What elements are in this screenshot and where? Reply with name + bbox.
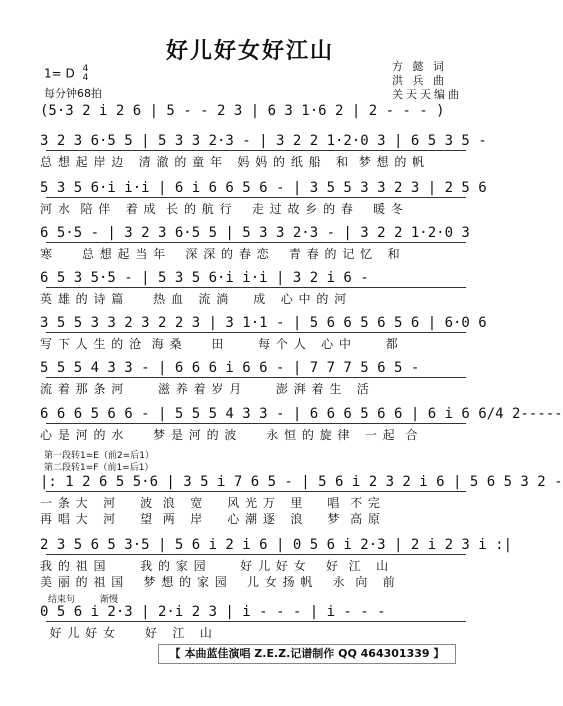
arranger-credit: 关天天编曲	[392, 88, 462, 101]
beat-underline	[46, 197, 466, 198]
lyric-line: 好 儿 好 女 好 江 山	[40, 626, 213, 640]
lyric-line: 写 下 人 生 的 沧 海 桑 田 每 个 人 心 中 都	[40, 337, 399, 351]
beat-underline	[46, 491, 466, 492]
lyric-line: 河 水 陪 伴 着 成 长 的 航 行 走 过 故 乡 的 春 暖 冬	[40, 202, 404, 216]
beat-underline	[46, 554, 466, 555]
lyric-line: 寒 总 想 起 当 年 深 深 的 春 恋 青 春 的 记 忆 和	[40, 247, 401, 261]
beat-underline	[46, 423, 466, 424]
modulation-note-1: 第一段转1=E（前2=后1）	[44, 451, 154, 461]
notation-line: (5·3 2 i 2 6 | 5 - - 2 3 | 6 3 1·6 2 | 2 - - - )	[40, 103, 445, 119]
notation-line: |: 1 2 6 5 5·6 | 3 5 i 7 6 5 - | 5 6 i 2 3 2 i 6 | 5 6 5 3 2 -	[40, 474, 563, 490]
notation-line: 0 5 6 i 2·3 | 2·i 2 3 | i - - - | i - - -	[40, 604, 386, 620]
lyricist-credit: 方 懿 词	[392, 60, 447, 73]
lyric-line: 美 丽 的 祖 国 梦 想 的 家 园 儿 女 扬 帆 永 向 前	[40, 575, 396, 589]
time-signature	[83, 65, 89, 83]
beat-underline	[46, 332, 466, 333]
ending-mark: 结束句	[48, 595, 76, 605]
beat-underline	[46, 287, 466, 288]
notation-line: 2 3 5 6 5 3·5 | 5 6 i 2 i 6 | 0 5 6 i 2·3 | 2 i 2 3 i :|	[40, 537, 513, 553]
lyric-line: 我 的 祖 国 我 的 家 园 好 儿 好 女 好 江 山	[40, 559, 390, 573]
lyric-line: 英 雄 的 诗 篇 热 血 流 淌 成 心 中 的 河	[40, 292, 348, 306]
notation-line: 6 5 3 5·5 - | 5 3 5 6·i i·i | 3 2 i 6 -	[40, 270, 369, 286]
beat-underline	[46, 150, 466, 151]
composer-credit: 洪 兵 曲	[392, 74, 447, 87]
lyric-line: 心 是 河 的 水 梦 是 河 的 波 永 恒 的 旋 律 一 起 合	[40, 428, 419, 442]
key-label: 1= D	[44, 66, 75, 81]
beat-underline	[46, 621, 466, 622]
notation-line: 6 6 6 5 6 6 - | 5 5 5 4 3 3 - | 6 6 6 5 6 6 | 6 i 6 6/4 2-----	[40, 406, 563, 422]
modulation-note-2: 第二段转1=F（前1=后1）	[44, 463, 154, 473]
lyric-line: 流 着 那 条 河 滋 养 着 岁 月 澎 湃 着 生 活	[40, 382, 370, 396]
key-signature	[44, 65, 88, 83]
time-sig-top: 4	[82, 64, 89, 74]
notation-line: 5 3 5 6·i i·i | 6 i 6 6 5 6 - | 3 5 5 3 3 2 3 | 2 5 6	[40, 180, 487, 196]
footer-credit: 【 本曲蓝佳演唱 Z.E.Z.记谱制作 QQ 464301339 】	[158, 644, 456, 664]
time-sig-bottom: 4	[82, 73, 89, 83]
notation-line: 3 2 3 6·5 5 | 5 3 3 2·3 - | 3 2 2 1·2·0 3 | 6 5 3 5 -	[40, 133, 487, 149]
song-title: 好儿好女好江山	[165, 39, 334, 64]
ritard-mark: 渐慢	[100, 595, 119, 605]
lyric-line: 再 唱 大 河 望 两 岸 心 潮 逐 浪 梦 高 原	[40, 512, 381, 526]
lyric-line: 一 条 大 河 波 浪 宽 风 光 万 里 唱 不 完	[40, 496, 381, 510]
beat-underline	[46, 377, 466, 378]
tempo-marking: 每分钟68拍	[44, 87, 102, 100]
lyric-line: 总 想 起 岸 边 清 澈 的 童 年 妈 妈 的 纸 船 和 梦 想 的 帆	[40, 155, 426, 169]
notation-line: 6 5·5 - | 3 2 3 6·5 5 | 5 3 3 2·3 - | 3 2 2 1·2·0 3	[40, 225, 470, 241]
notation-line: 5 5 5 4 3 3 - | 6 6 6 i 6 6 - | 7 7 7 5 6 5 -	[40, 360, 420, 376]
beat-underline	[46, 242, 466, 243]
notation-line: 3 5 5 3 3 2 3 2 2 3 | 3 1·1 - | 5 6 6 5 6 5 6 | 6·0 6	[40, 315, 487, 331]
